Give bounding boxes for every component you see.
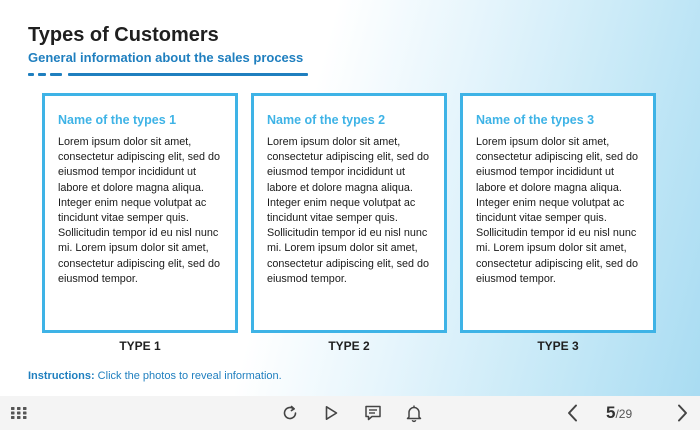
type-card-2[interactable] [251, 93, 447, 333]
card-heading: Name of the types 1 [58, 113, 177, 127]
total-pages: /29 [615, 407, 633, 421]
instructions-text: Click the photos to reveal information. [94, 370, 282, 382]
type-label-1: TYPE 1 [119, 339, 161, 353]
instructions-prefix: Instructions: [28, 370, 95, 382]
type-card-3[interactable] [460, 93, 656, 333]
title-underline [28, 73, 308, 76]
play-icon[interactable] [320, 402, 342, 424]
slide-subtitle: General information about the sales process [28, 50, 304, 65]
player-toolbar [0, 396, 700, 430]
page-indicator [606, 403, 632, 423]
bell-icon[interactable] [403, 402, 425, 424]
chevron-left-icon[interactable] [562, 402, 584, 424]
notes-icon[interactable] [362, 402, 384, 424]
card-heading: Name of the types 2 [267, 113, 386, 127]
card-body: Lorem ipsum dolor sit amet, consectetur adipiscing elit, sed do eiusmod tempor incididunt ut labore et dolore magna aliqua. Integer enim neque volutpat ac tincidunt vitae semper quis. Sollicitudin tempor id eu nisl nunc mi. Lorem ipsum dolor sit amet, consectetur adipiscing elit, sed do eiusmod tempor. [476, 136, 639, 285]
type-card-1[interactable] [42, 93, 238, 333]
card-heading: Name of the types 3 [476, 113, 595, 127]
instructions [28, 370, 282, 382]
card-body: Lorem ipsum dolor sit amet, consectetur adipiscing elit, sed do eiusmod tempor incididunt ut labore et dolore magna aliqua. Integer enim neque volutpat ac tincidunt vitae semper quis. Sollicitudin tempor id eu nisl nunc mi. Lorem ipsum dolor sit amet, consectetur adipiscing elit, sed do eiusmod tempor. [58, 136, 221, 285]
grid-menu-icon[interactable] [8, 402, 30, 424]
current-page: 5 [606, 403, 616, 422]
card-body: Lorem ipsum dolor sit amet, consectetur adipiscing elit, sed do eiusmod tempor incididunt ut labore et dolore magna aliqua. Integer enim neque volutpat ac tincidunt vitae semper quis. Sollicitudin tempor id eu nisl nunc mi. Lorem ipsum dolor sit amet, consectetur adipiscing elit, sed do eiusmod tempor. [267, 136, 430, 285]
slide-title: Types of Customers [28, 24, 219, 46]
type-label-2: TYPE 2 [328, 339, 370, 353]
type-label-3: TYPE 3 [537, 339, 579, 353]
replay-icon[interactable] [279, 402, 301, 424]
chevron-right-icon[interactable] [671, 402, 693, 424]
